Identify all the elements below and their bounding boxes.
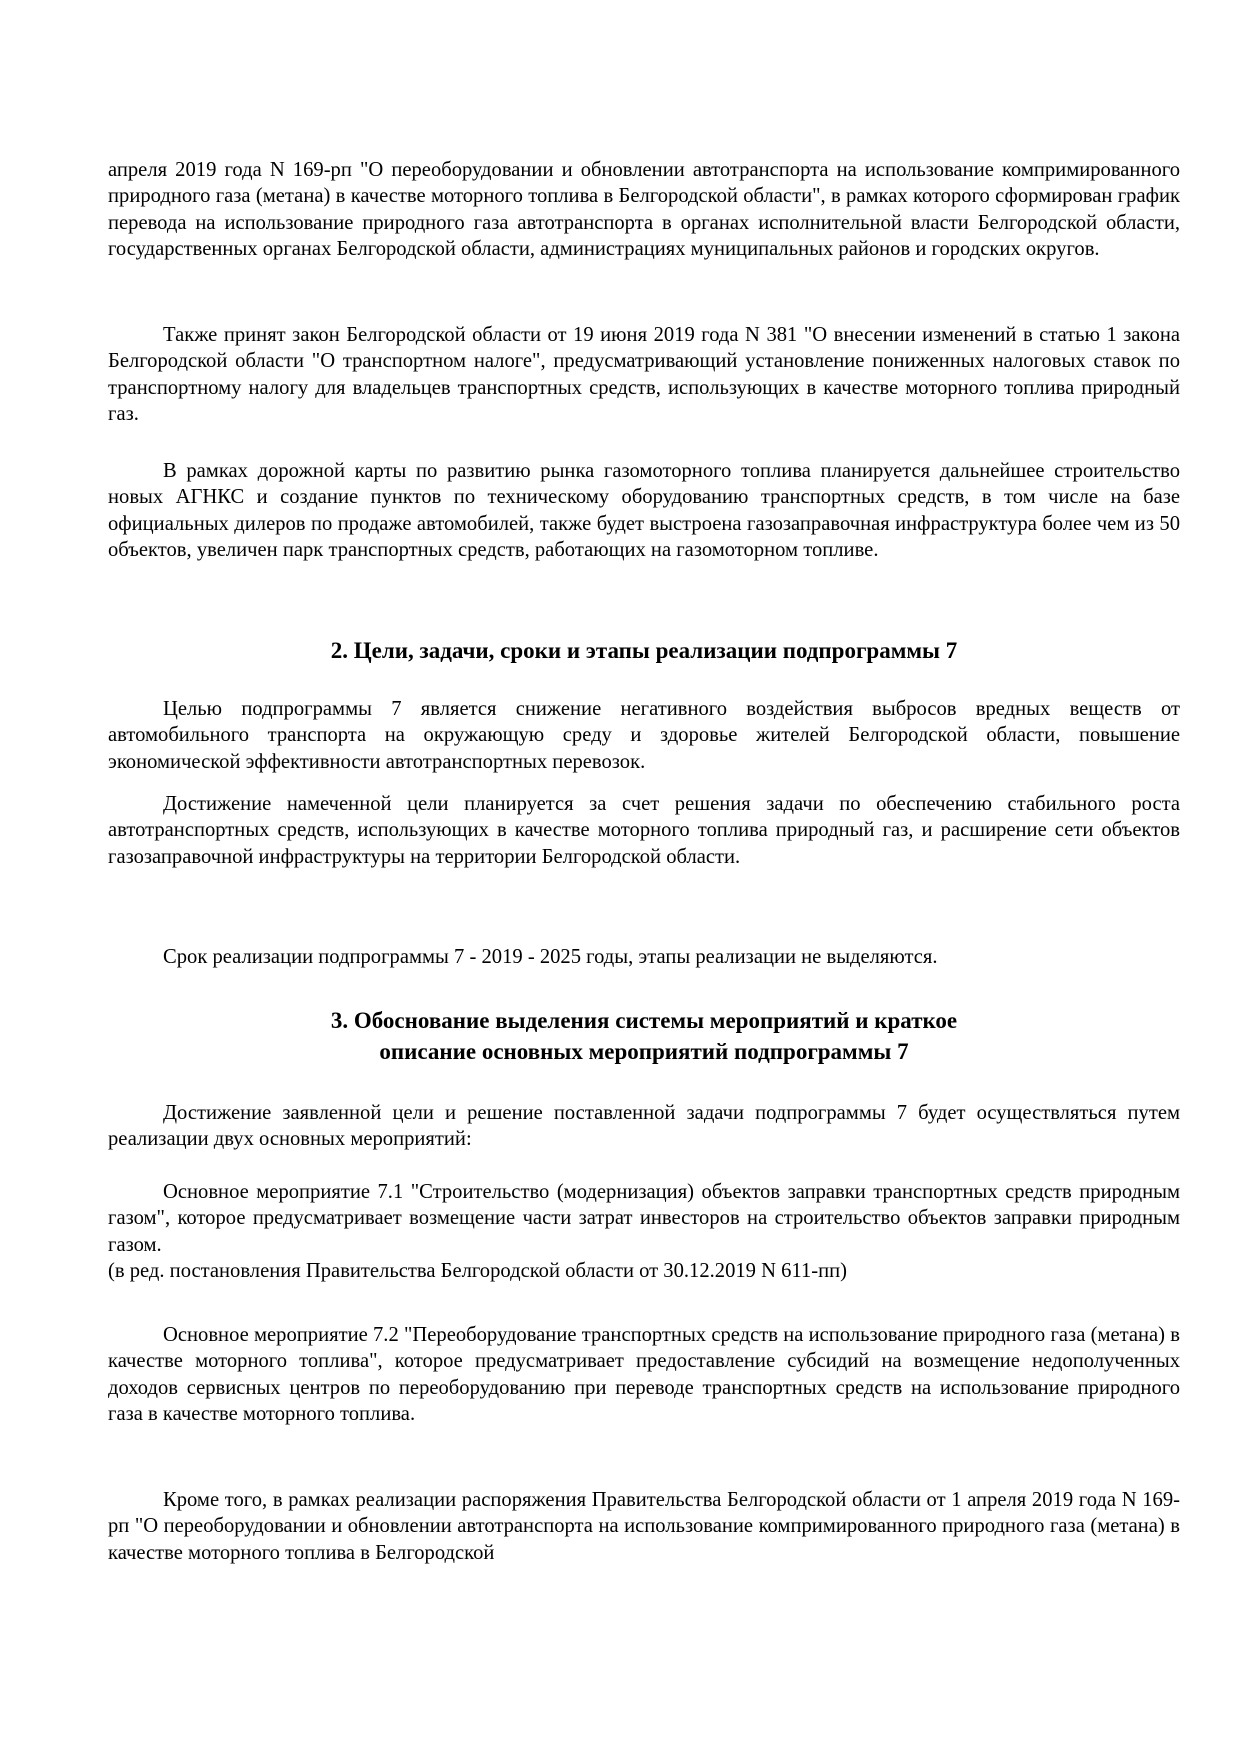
paragraph-activity-7-1: Основное мероприятие 7.1 "Строительство (модернизация) объектов заправки транспортных средств природным газом", которое предусматривает возмещение части затрат инвесторов на строительство объектов заправки природным газом. — [108, 1181, 1180, 1256]
paragraph-goal: Целью подпрограммы 7 является снижение негативного воздействия выбросов вредных веществ от автомобильного транспорта на окружающую среду и здоровье жителей Белгородской области, повышение экономической эффективности автотранспортных перевозок. — [108, 698, 1180, 773]
section-heading-3 — [108, 1005, 1180, 1067]
paragraph-additionally: Кроме того, в рамках реализации распоряжения Правительства Белгородской области от 1 апреля 2019 года N 169-рп "О переоборудовании и обновлении автотранспорта на использование компримированного природного газа (метана) в качестве моторного топлива в Белгородской — [108, 1489, 1180, 1564]
paragraph-amendment-note: (в ред. постановления Правительства Белгородской области от 30.12.2019 N 611-пп) — [108, 1260, 848, 1282]
paragraph-timeline: Срок реализации подпрограммы 7 - 2019 - 2025 годы, этапы реализации не выделяются. — [163, 946, 938, 968]
paragraph-transport-tax-law: Также принят закон Белгородской области от 19 июня 2019 года N 381 "О внесении изменений в статью 1 закона Белгородской области "О транспортном налоге", предусматривающий установление пониженных налоговых ставок по транспортному налогу для владельцев транспортных средств, использующих в качестве моторного топлива природный газ. — [108, 324, 1180, 425]
paragraph-activity-7-2: Основное мероприятие 7.2 "Переоборудование транспортных средств на использование природного газа (метана) в качестве моторного топлива", которое предусматривает предоставление субсидий на возмещение недополученных доходов сервисных центров по переоборудованию при переводе транспортных средств на использование природного газа в качестве моторного топлива. — [108, 1324, 1180, 1425]
paragraph-roadmap: В рамках дорожной карты по развитию рынка газомоторного топлива планируется дальнейшее строительство новых АГНКС и создание пунктов по техническому оборудованию транспортных средств, в том числе на базе официальных дилеров по продаже автомобилей, также будет выстроена газозаправочная инфраструктура более чем из 50 объектов, увеличен парк транспортных средств, работающих на газомоторном топливе. — [108, 460, 1180, 561]
section-heading-3-line2: описание основных мероприятий подпрограммы 7 — [379, 1039, 909, 1064]
paragraph-tasks: Достижение намеченной цели планируется за счет решения задачи по обеспечению стабильного роста автотранспортных средств, использующих в качестве моторного топлива природный газ, и расширение сети объектов газозаправочной инфраструктуры на территории Белгородской области. — [108, 793, 1180, 868]
paragraph-continuation: апреля 2019 года N 169-рп "О переоборудовании и обновлении автотранспорта на использование компримированного природного газа (метана) в качестве моторного топлива в Белгородской области", в рамках которого сформирован график перевода на использование природного газа автотранспорта в органах исполнительной власти Белгородской области, государственных органах Белгородской области, администрациях муниципальных районов и городских округов. — [108, 159, 1180, 260]
section-heading-3-line1: 3. Обоснование выделения системы мероприятий и краткое — [330, 1008, 958, 1033]
section-heading-2: 2. Цели, задачи, сроки и этапы реализации подпрограммы 7 — [330, 638, 958, 663]
paragraph-main-activities: Достижение заявленной цели и решение поставленной задачи подпрограммы 7 будет осуществляться путем реализации двух основных мероприятий: — [108, 1102, 1180, 1151]
